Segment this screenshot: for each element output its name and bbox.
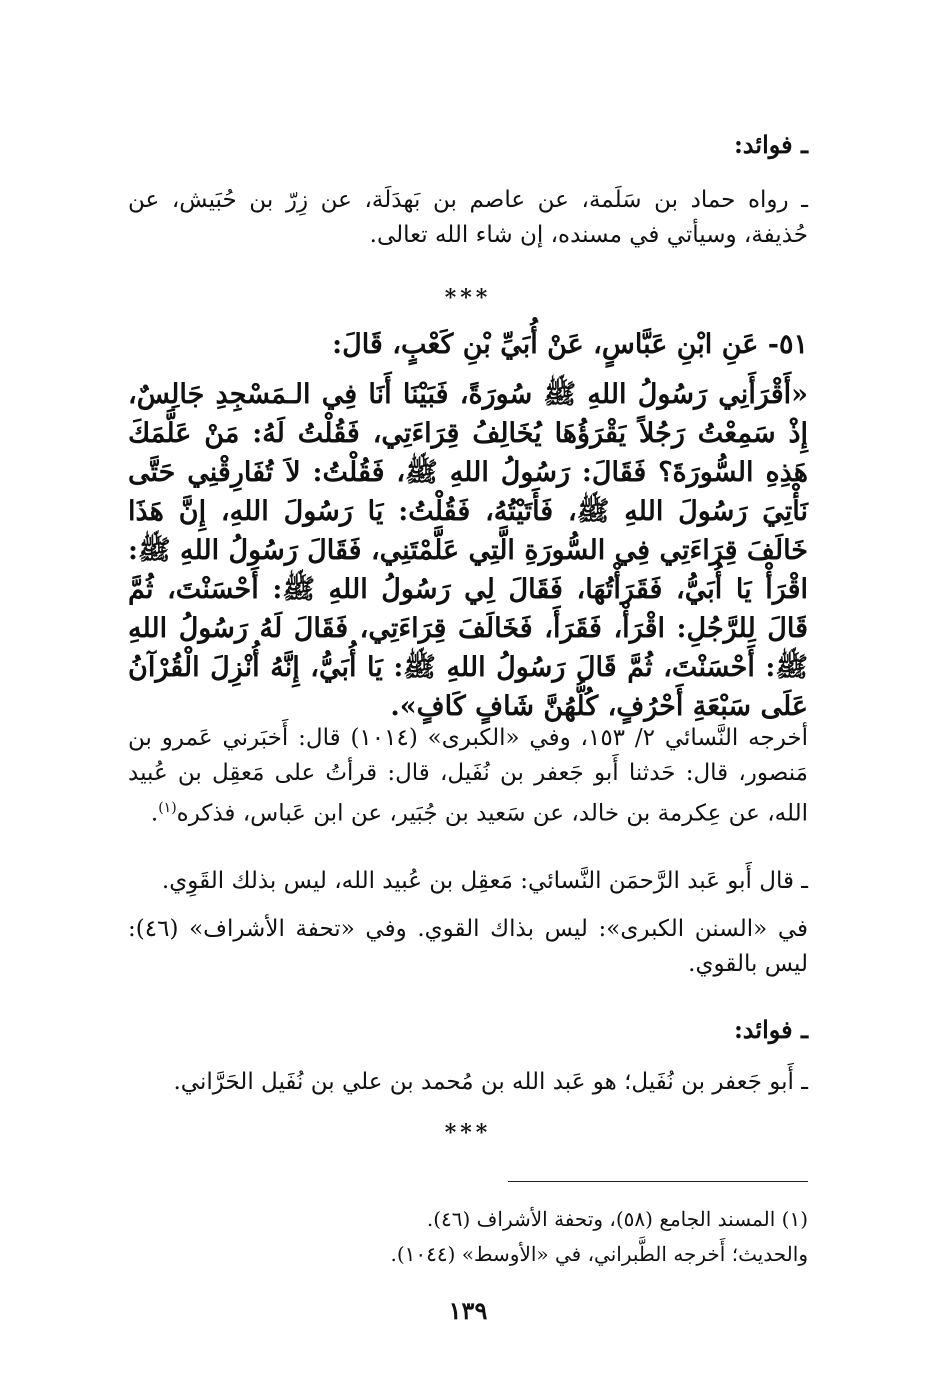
takhrij-paragraph [128, 721, 808, 832]
benefits-paragraph-1: ـ رواه حماد بن سَلَمة، عن عاصم بن بَهدَلَة، عن زِرّ بن حُبَيش، عن حُذيفة، وسيأتي في مسنده، إن شاء الله تعالى. [128, 187, 808, 248]
footnote-ref: (١) [158, 800, 177, 816]
footnote-1: (١) المسند الجامع (٥٨)، وتحفة الأشراف (٤٦). [426, 1207, 808, 1231]
sunan-note: في «السنن الكبرى»: ليس بذاك القوي. وفي «تحفة الأشراف» (٤٦): ليس بالقوي. [128, 916, 808, 977]
nasai-comment: ـ قال أَبو عَبد الرَّحمَن النَّسائي: مَعقِل بن عُبيد الله، ليس بذلك القَوِي. [161, 868, 808, 894]
hadith-title: ٥١- عَنِ ابْنِ عَبَّاسٍ، عَنْ أُبَيِّ بْنِ كَعْبٍ، قَالَ: [332, 329, 808, 360]
benefits-heading-2: ـ فوائد: [733, 1015, 808, 1044]
benefits-paragraph-2: ـ أَبو جَعفر بن نُفَيل؛ هو عَبد الله بن مُحمد بن علي بن نُفَيل الحَرَّاني. [173, 1069, 808, 1095]
benefits-heading-1: ـ فوائد: [733, 130, 808, 159]
page-number: ١٣٩ [448, 1296, 488, 1325]
footnote-divider [508, 1181, 808, 1182]
separator-stars-1: *** [444, 285, 492, 311]
hadith-text: «أَقْرَأَنِي رَسُولُ اللهِ ﷺ سُورَةً، فَبَيْنَا أَنَا فِي الـمَسْجِدِ جَالِسٌ، إِذْ سَمِعْتُ رَجُلاً يَقْرَؤُهَا يُخَالِفُ قِرَاءَتِي، فَقُلْتُ لَهُ: مَنْ عَلَّمَكَ هَذِهِ السُّورَةَ؟ فَقَالَ: رَسُولُ اللهِ ﷺ، فَقُلْتُ: لاَ تُفَارِقْنِي حَتَّى نَأْتِيَ رَسُولَ اللهِ ﷺ، فَأَتَيْتُهُ، فَقُلْتُ: يَا رَسُولَ اللهِ، إِنَّ هَذَا خَالَفَ قِرَاءَتِي فِي السُّورَةِ الَّتِي عَلَّمْتَنِي، فَقَالَ رَسُولُ اللهِ ﷺ: اقْرَأْ يَا أُبَيُّ، فَقَرَأْتُهَا، فَقَالَ لِي رَسُولُ اللهِ ﷺ: أَحْسَنْتَ، ثُمَّ قَالَ لِلرَّجُلِ: اقْرَأْ، فَقَرَأَ، فَخَالَفَ قِرَاءَتِي، فَقَالَ لَهُ رَسُولُ اللهِ ﷺ: أَحْسَنْتَ، ثُمَّ قَالَ رَسُولُ اللهِ ﷺ: يَا أُبَيُّ، إِنَّهُ أُنْزِلَ الْقُرْآنُ عَلَى سَبْعَةِ أَحْرُفٍ، كُلُّهُنَّ شَافٍ كَافٍ». [128, 379, 808, 722]
separator-stars-2: *** [444, 1120, 492, 1146]
footnote-2: والحديث؛ أَخرجه الطَّبراني، في «الأوسط» (١٠٤٤). [390, 1242, 808, 1266]
takhrij-end: . [150, 800, 159, 827]
takhrij-text: أخرجه النَّسائي ٢/ ١٥٣، وفي «الكبرى» (١٠١٤) قال: أَخبَرني عَمرو بن مَنصور، قال: حَدثنا أَبو جَعفر بن نُفَيل، قال: قرأتُ على مَعقِل بن عُبيد الله، عن عِكرمة بن خالد، عن سَعيد بن جُبَير، عن ابن عَباس، فذكره [128, 725, 809, 827]
